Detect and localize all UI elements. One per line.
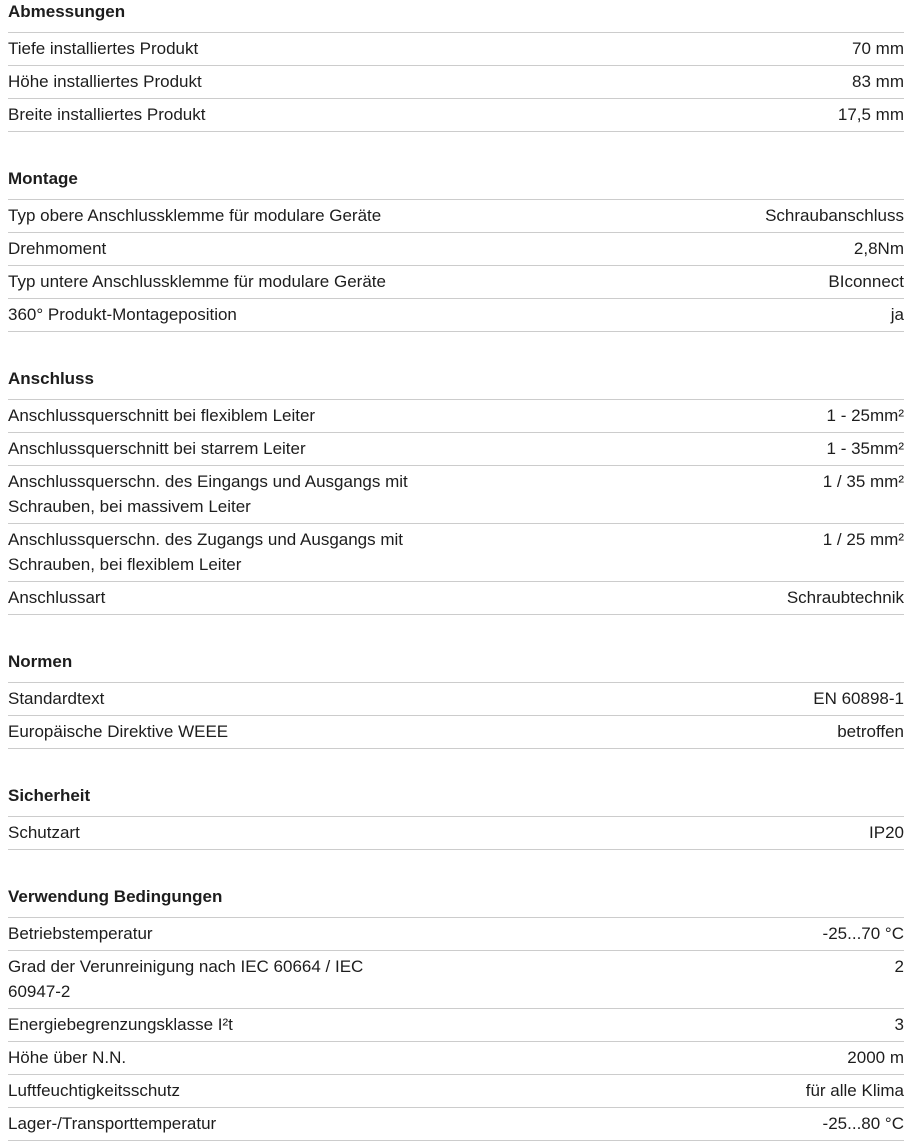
spec-value: Schraubtechnik <box>786 588 904 607</box>
spec-row <box>8 433 904 466</box>
spec-value: 1 / 35 mm² <box>822 472 904 491</box>
section-title: Anschluss <box>8 369 904 400</box>
spec-row <box>8 1075 904 1108</box>
spec-section <box>8 652 904 749</box>
spec-label: 360° Produkt-Montageposition <box>8 305 237 324</box>
spec-label: Typ obere Anschlussklemme für modulare Geräte <box>8 206 382 225</box>
section-title: Abmessungen <box>8 2 904 33</box>
spec-row <box>8 1108 904 1141</box>
spec-row <box>8 951 904 1009</box>
spec-section <box>8 169 904 332</box>
spec-label: Höhe über N.N. <box>8 1048 127 1067</box>
spec-value: 70 mm <box>852 39 904 58</box>
spec-label: Lager-/Transporttemperatur <box>8 1114 217 1133</box>
spec-label: Tiefe installiertes Produkt <box>8 39 199 58</box>
section-rows <box>8 918 904 1141</box>
spec-row <box>8 524 904 582</box>
spec-row <box>8 817 904 850</box>
spec-label: Anschlussquerschn. des Zugangs und Ausgangs mit Schrauben, bei flexiblem Leiter <box>8 530 404 574</box>
spec-value: 2000 m <box>847 1048 904 1067</box>
spec-value: 3 <box>894 1015 904 1034</box>
spec-row <box>8 400 904 433</box>
spec-value: 83 mm <box>852 72 904 91</box>
spec-value: 1 - 35mm² <box>826 439 904 458</box>
spec-section <box>8 786 904 850</box>
spec-label: Betriebstemperatur <box>8 924 153 943</box>
spec-row <box>8 716 904 749</box>
spec-label: Anschlussquerschnitt bei flexiblem Leiter <box>8 406 316 425</box>
spec-value: betroffen <box>837 722 904 741</box>
spec-label: Schutzart <box>8 823 80 842</box>
spec-label: Anschlussquerschn. des Eingangs und Ausgangs mit Schrauben, bei massivem Leiter <box>8 472 408 516</box>
section-rows <box>8 400 904 615</box>
section-title: Verwendung Bedingungen <box>8 887 904 918</box>
spec-row <box>8 1042 904 1075</box>
spec-value: 2,8Nm <box>853 239 904 258</box>
spec-row <box>8 918 904 951</box>
section-rows <box>8 200 904 332</box>
spec-row <box>8 233 904 266</box>
spec-value: für alle Klima <box>805 1081 904 1100</box>
spec-value: 17,5 mm <box>837 105 904 124</box>
spec-label: Grad der Verunreinigung nach IEC 60664 / IEC 60947-2 <box>8 957 364 1001</box>
section-rows <box>8 683 904 749</box>
spec-label: Drehmoment <box>8 239 107 258</box>
spec-value: BIconnect <box>828 272 904 291</box>
spec-section <box>8 369 904 615</box>
spec-label: Energiebegrenzungsklasse I²t <box>8 1015 233 1034</box>
spec-row <box>8 66 904 99</box>
spec-label: Höhe installiertes Produkt <box>8 72 202 91</box>
section-title: Montage <box>8 169 904 200</box>
spec-label: Anschlussquerschnitt bei starrem Leiter <box>8 439 306 458</box>
spec-value: ja <box>890 305 904 324</box>
spec-label: Luftfeuchtigkeitsschutz <box>8 1081 180 1100</box>
spec-value: 1 - 25mm² <box>826 406 904 425</box>
spec-section <box>8 887 904 1141</box>
spec-value: 2 <box>894 957 904 976</box>
section-rows <box>8 33 904 132</box>
spec-label: Typ untere Anschlussklemme für modulare Geräte <box>8 272 386 291</box>
section-rows <box>8 817 904 850</box>
spec-section <box>8 2 904 132</box>
spec-row <box>8 299 904 332</box>
spec-row <box>8 200 904 233</box>
spec-label: Europäische Direktive WEEE <box>8 722 229 741</box>
spec-row <box>8 683 904 716</box>
spec-row <box>8 99 904 132</box>
section-title: Normen <box>8 652 904 683</box>
spec-label: Breite installiertes Produkt <box>8 105 206 124</box>
spec-value: 1 / 25 mm² <box>822 530 904 549</box>
spec-row <box>8 466 904 524</box>
spec-value: EN 60898-1 <box>813 689 904 708</box>
section-title: Sicherheit <box>8 786 904 817</box>
spec-value: Schraubanschluss <box>765 206 904 225</box>
spec-row <box>8 266 904 299</box>
spec-row <box>8 582 904 615</box>
spec-value: IP20 <box>869 823 904 842</box>
spec-value: -25...70 °C <box>822 924 904 943</box>
spec-row <box>8 33 904 66</box>
spec-row <box>8 1009 904 1042</box>
spec-label: Anschlussart <box>8 588 106 607</box>
spec-value: -25...80 °C <box>822 1114 904 1133</box>
spec-label: Standardtext <box>8 689 105 708</box>
